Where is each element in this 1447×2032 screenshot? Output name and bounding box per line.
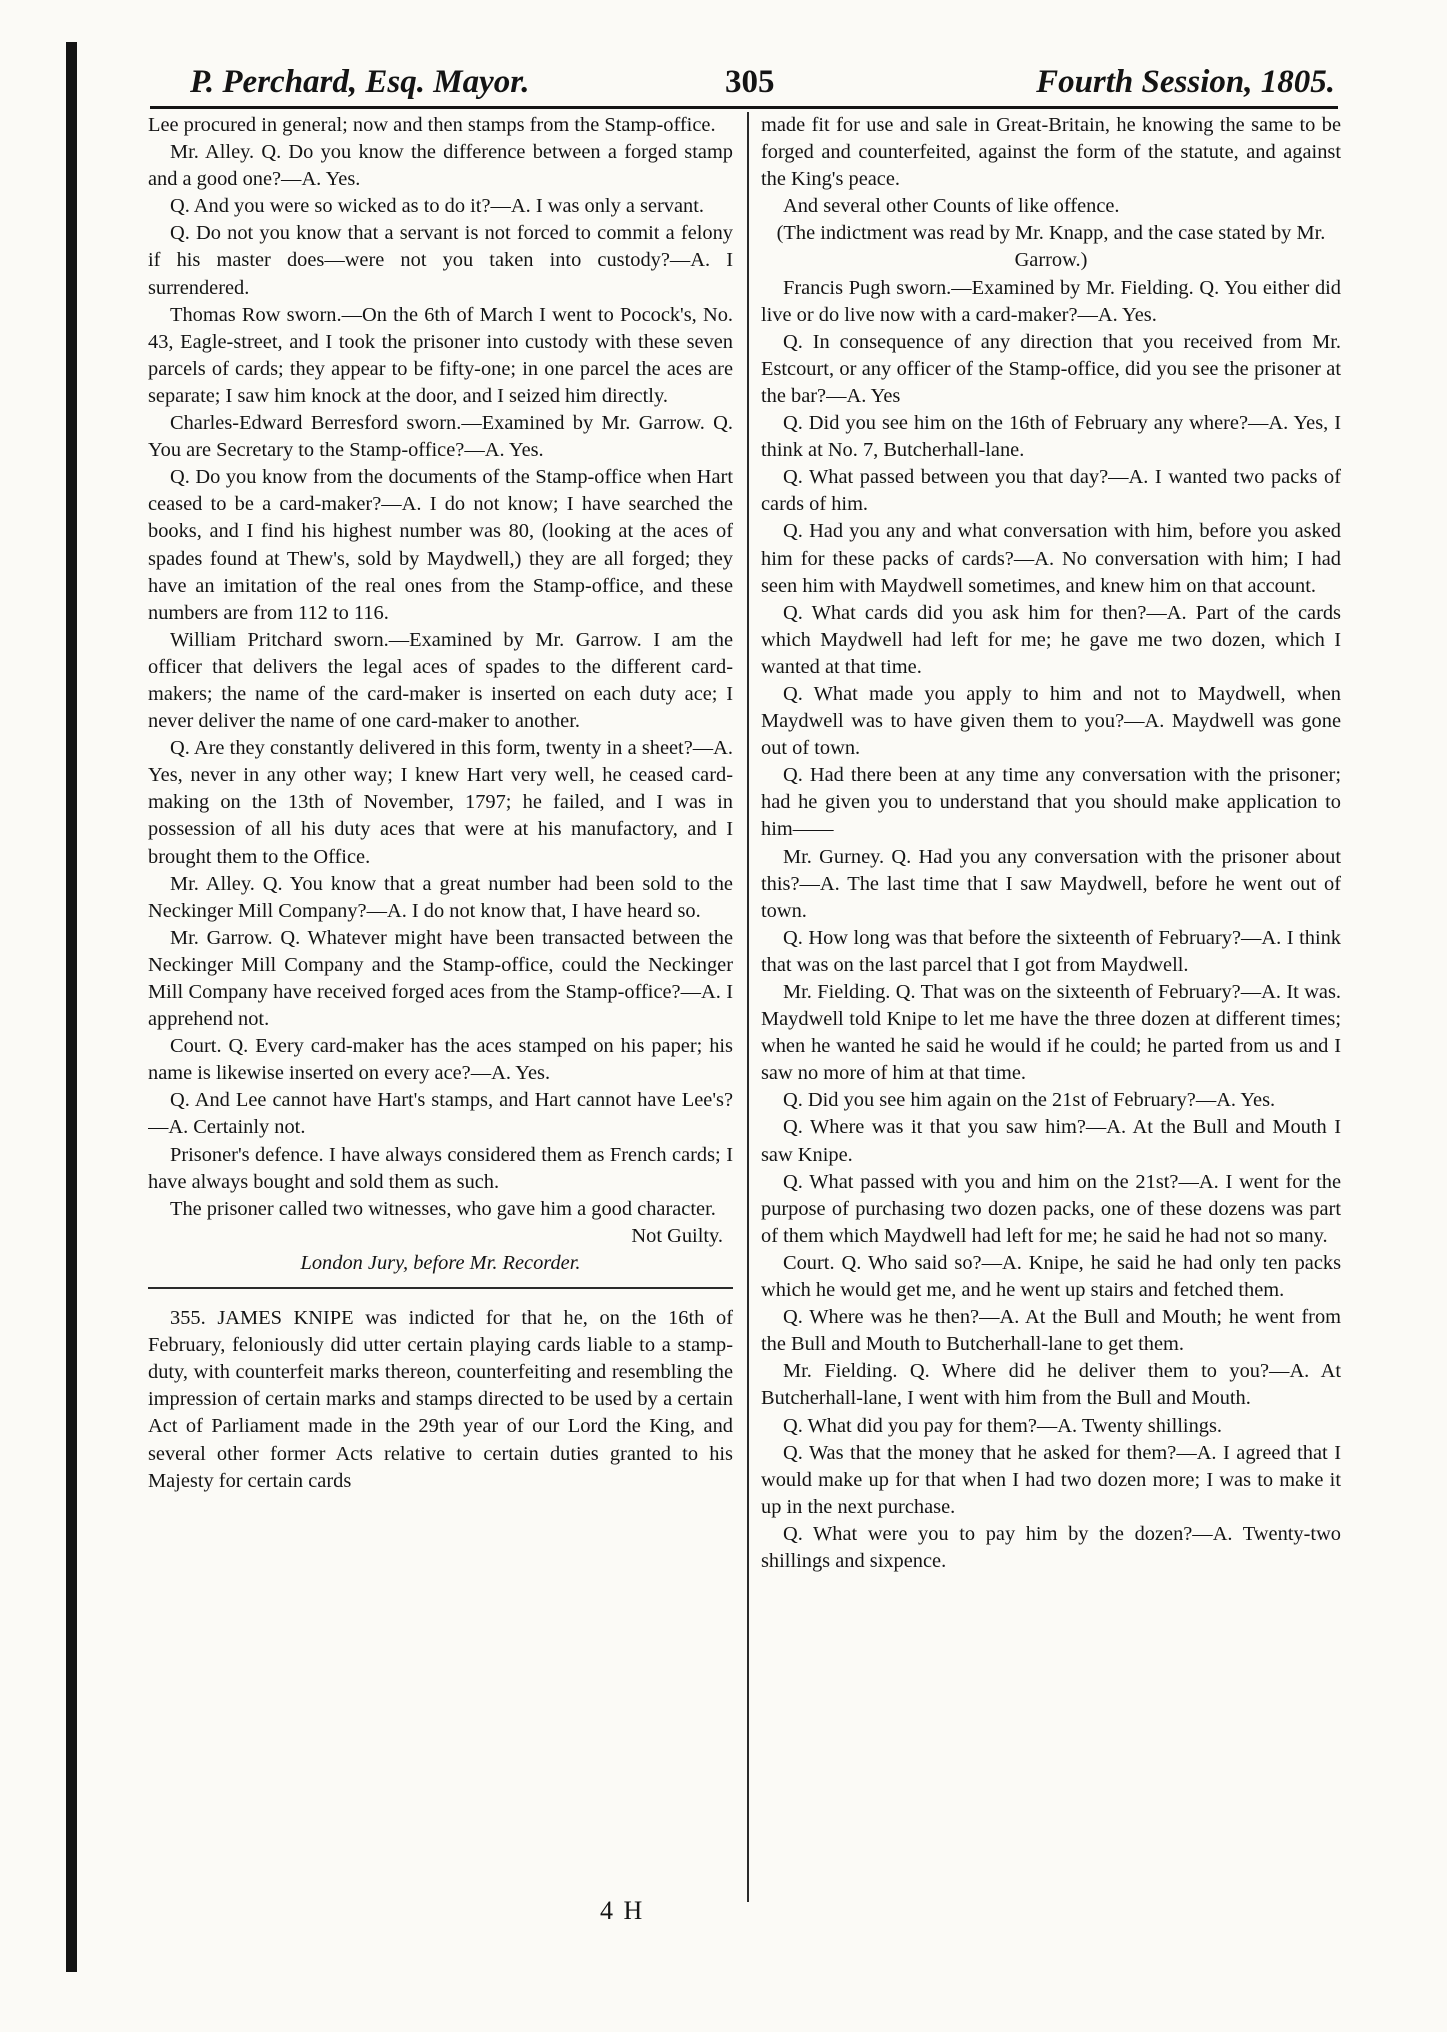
paragraph: And several other Counts of like offence. (783, 195, 1120, 218)
paragraph: Lee procured in general; now and then stamps from the Stamp-office. (148, 114, 716, 136)
paragraph: Q. Are they constantly delivered in this form, twenty in a sheet?—A. Yes, never in any other way; I knew Hart very well, he ceased card-making on the 13th of November, 1797; he failed, and I was in possession of all his duty aces that were at his manufactory, and I brought them to the Office. (148, 737, 733, 868)
paragraph: Q. Had there been at any time any conversation with the prisoner; had he given you to understand that you should make application to him—— (761, 764, 1341, 841)
paragraph: Mr. Gurney. Q. Had you any conversation with the prisoner about this?—A. The last time that I saw Maydwell, before he went out of town. (761, 845, 1341, 922)
paragraph: Q. And you were so wicked as to do it?—A. I was only a servant. (170, 195, 705, 218)
paragraph: The prisoner called two witnesses, who gave him a good character. (170, 1197, 716, 1220)
paragraph: Q. Where was it that you saw him?—A. At the Bull and Mouth I saw Knipe. (761, 1116, 1341, 1166)
header-rule (150, 106, 1338, 109)
signature-mark: 4 H (600, 1896, 645, 1925)
header-mayor: P. Perchard, Esq. Mayor. (190, 64, 530, 100)
paragraph: (The indictment was read by Mr. Knapp, and the case stated by Mr. Garrow.) (776, 222, 1326, 272)
paragraph: Q. What were you to pay him by the dozen?—A. Twenty-two shillings and sixpence. (761, 1522, 1341, 1572)
paragraph: Court. Q. Who said so?—A. Knipe, he said he had only ten packs which he would get me, and he went up stairs and fetched them. (761, 1251, 1341, 1302)
paragraph: Q. Do you know from the documents of the Stamp-office when Hart ceased to be a card-maker?—A. I do not know; I have searched the books, and I find his highest number was 80, (looking at the aces of spades found at Thew's, sold by Maydwell,) they are all forged; they have an imitation of the real ones from the Stamp-office, and these numbers are from 112 to 116. (148, 466, 733, 624)
column-rule (747, 112, 749, 1902)
paragraph: Prisoner's defence. I have always considered them as French cards; I have always bought and sold them as such. (148, 1143, 733, 1193)
left-column (148, 112, 733, 1912)
paragraph: made fit for use and sale in Great-Britain, he knowing the same to be forged and counterfeited, against the form of the statute, and against the King's peace. (761, 114, 1341, 191)
page-number: 305 (725, 64, 775, 100)
section-rule (148, 1287, 733, 1289)
paragraph: Mr. Fielding. Q. Where did he deliver them to you?—A. At Butcherhall-lane, I went with him from the Bull and Mouth. (761, 1360, 1341, 1410)
running-header (150, 62, 1335, 112)
paragraph: Q. Where was he then?—A. At the Bull and Mouth; he went from the Bull and Mouth to Butcherhall-lane to get them. (761, 1306, 1341, 1356)
paragraph: Q. Do not you know that a servant is not forced to commit a felony if his master does—were not you taken into custody?—A. I surrendered. (148, 222, 733, 299)
paragraph: William Pritchard sworn.—Examined by Mr. Garrow. I am the officer that delivers the legal aces of spades to the different card-makers; the name of the card-maker is inserted on each duty ace; I never deliver the name of one card-maker to another. (148, 628, 733, 733)
paragraph: Q. What cards did you ask him for then?—A. Part of the cards which Maydwell had left for me; he gave me two dozen, which I wanted at that time. (761, 601, 1341, 678)
paragraph: Mr. Alley. Q. Do you know the difference between a forged stamp and a good one?—A. Yes. (148, 141, 733, 191)
verdict: Not Guilty. (631, 1224, 723, 1247)
paragraph: Q. Was that the money that he asked for them?—A. I agreed that I would make up for that when I had two dozen more; I was to make it up in the next purchase. (761, 1441, 1341, 1518)
paragraph: Charles-Edward Berresford sworn.—Examined by Mr. Garrow. Q. You are Secretary to the Stamp-office?—A. Yes. (148, 412, 733, 462)
paragraph: Thomas Row sworn.—On the 6th of March I went to Pocock's, No. 43, Eagle-street, and I took the prisoner into custody with these seven parcels of cards; they appear to be fifty-one; in one parcel the aces are separate; I saw him knock at the door, and I seized him directly. (148, 303, 733, 407)
paragraph: Q. What did you pay for them?—A. Twenty shillings. (783, 1414, 1222, 1437)
paragraph: Mr. Alley. Q. You know that a great number had been sold to the Neckinger Mill Company?—A. I do not know that, I have heard so. (148, 872, 733, 922)
paragraph: Q. Did you see him on the 16th of February any where?—A. Yes, I think at No. 7, Butcherhall-lane. (761, 412, 1341, 462)
paragraph: Q. What made you apply to him and not to Maydwell, when Maydwell was to have given them to you?—A. Maydwell was gone out of town. (761, 682, 1341, 760)
paragraph: Court. Q. Every card-maker has the aces stamped on his paper; his name is likewise inserted on every ace?—A. Yes. (148, 1035, 733, 1085)
page-edge-bar (66, 42, 77, 1972)
paragraph: Mr. Fielding. Q. That was on the sixteenth of February?—A. It was. Maydwell told Knipe to let me have the three dozen at different times; when he wanted he said he would if he could; he parted from us and I saw no more of him at that time. (761, 981, 1341, 1085)
paragraph: Mr. Garrow. Q. Whatever might have been transacted between the Neckinger Mill Company and the Stamp-office, could the Neckinger Mill Company have received forged aces from the Stamp-office?—A. I apprehend not. (148, 926, 733, 1031)
paragraph: Q. How long was that before the sixteenth of February?—A. I think that was on the last parcel that I got from Maydwell. (761, 926, 1341, 976)
header-session: Fourth Session, 1805. (1036, 64, 1335, 100)
paragraph: Q. Did you see him again on the 21st of February?—A. Yes. (783, 1089, 1276, 1112)
paragraph: Q. What passed with you and him on the 21st?—A. I went for the purpose of purchasing two dozen packs, one of these dozens was part of them which Maydwell had left for me; he said he had not so many. (761, 1170, 1341, 1247)
right-column (761, 112, 1341, 1912)
paragraph: Q. In consequence of any direction that you received from Mr. Estcourt, or any officer of the Stamp-office, did you see the prisoner at the bar?—A. Yes (761, 330, 1341, 407)
paragraph: Q. What passed between you that day?—A. I wanted two packs of cards of him. (761, 466, 1341, 516)
jury-line: London Jury, before Mr. Recorder. (300, 1251, 581, 1274)
paragraph: Q. And Lee cannot have Hart's stamps, and Hart cannot have Lee's?—A. Certainly not. (148, 1089, 733, 1139)
paragraph: Francis Pugh sworn.—Examined by Mr. Fielding. Q. You either did live or do live now with a card-maker?—A. Yes. (761, 276, 1341, 326)
paragraph: Q. Had you any and what conversation with him, before you asked him for these packs of cards?—A. No conversation with him; I had seen him with Maydwell sometimes, and knew him on that account. (761, 520, 1341, 597)
paragraph: 355. JAMES KNIPE was indicted for that he, on the 16th of February, feloniously did utter certain playing cards liable to a stamp-duty, with counterfeit marks thereon, counterfeiting and resembling the impression of certain marks and stamps directed to be used by a certain Act of Parliament made in the 29th year of our Lord the King, and several other former Acts relative to certain duties granted to his Majesty for certain cards (148, 1307, 733, 1492)
